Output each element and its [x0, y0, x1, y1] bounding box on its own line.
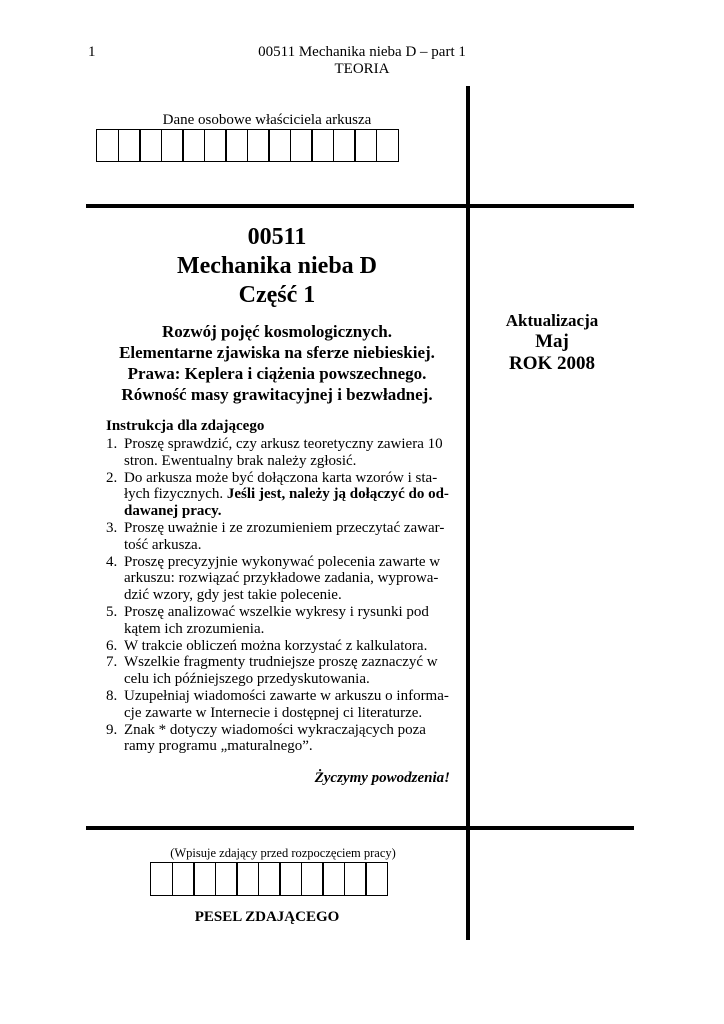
input-box[interactable]	[225, 129, 248, 162]
topic-line: Równość masy grawitacyjnej i bezwładnej.	[121, 385, 433, 404]
instruction-item	[106, 554, 451, 604]
input-box[interactable]	[150, 862, 173, 896]
input-box[interactable]	[376, 129, 399, 162]
input-box[interactable]	[139, 129, 162, 162]
update-month: Maj	[535, 331, 569, 352]
input-box[interactable]	[96, 129, 119, 162]
topic-line: Rozwój pojęć kosmologicznych.	[162, 322, 392, 341]
section-label: TEORIA	[334, 61, 390, 77]
instruction-line: łych fizycznych. Jeśli jest, należy ją dołączyć do od-	[124, 486, 449, 503]
instruction-number: 9.	[106, 721, 118, 738]
instruction-line: cje zawarte w Internecie i dostępnej ci literaturze.	[124, 704, 423, 721]
input-box[interactable]	[161, 129, 184, 162]
instruction-number: 1.	[106, 436, 118, 452]
page-title	[86, 223, 468, 310]
update-label: Aktualizacja	[505, 311, 599, 330]
instruction-line: Proszę analizować wszelkie wykresy i rysunki pod	[124, 603, 429, 620]
input-box[interactable]	[215, 862, 238, 896]
instruction-number: 7.	[106, 654, 118, 671]
input-box[interactable]	[268, 129, 291, 162]
instruction-emphasis: Jeśli jest, należy ją dołączyć do od-	[223, 486, 449, 503]
course-code: 00511	[247, 224, 307, 250]
input-box[interactable]	[301, 862, 324, 896]
instructions-list	[106, 436, 451, 755]
input-box[interactable]	[344, 862, 367, 896]
instruction-line: dzić wzory, gdy jest takie polecenie.	[124, 587, 342, 604]
instruction-line: Wszelkie fragmenty trudniejsze proszę zaznaczyć w	[124, 654, 438, 671]
pesel-note: (Wpisuje zdający przed rozpoczęciem pracy)	[170, 846, 396, 860]
input-box[interactable]	[333, 129, 356, 162]
pesel-label: PESEL ZDAJĄCEGO	[194, 909, 340, 925]
input-box[interactable]	[182, 129, 205, 162]
instruction-item	[106, 436, 451, 470]
instruction-line: stron. Ewentualny brak należy zgłosić.	[124, 452, 357, 469]
instruction-line: Uzupełniaj wiadomości zawarte w arkuszu o informa-	[124, 687, 449, 704]
owner-data-boxes[interactable]	[96, 129, 397, 162]
input-box[interactable]	[279, 862, 302, 896]
instruction-item	[106, 688, 451, 722]
instruction-line: Znak * dotyczy wiadomości wykraczających poza	[124, 721, 426, 738]
top-divider	[86, 204, 634, 208]
input-box[interactable]	[354, 129, 377, 162]
input-box[interactable]	[322, 862, 345, 896]
instruction-number: 2.	[106, 469, 118, 486]
instruction-number: 4.	[106, 553, 118, 570]
input-box[interactable]	[172, 862, 195, 896]
input-box[interactable]	[311, 129, 334, 162]
instruction-emphasis-line: dawanej pracy.	[124, 503, 222, 520]
instruction-number: 8.	[106, 687, 118, 704]
instruction-line: Do arkusza może być dołączona karta wzorów i sta-	[124, 469, 438, 486]
vertical-divider	[466, 86, 470, 940]
document-title: 00511 Mechanika nieba D – part 1	[258, 44, 466, 60]
instruction-line: celu ich późniejszego przedyskutowania.	[124, 671, 370, 688]
input-box[interactable]	[118, 129, 141, 162]
input-box[interactable]	[193, 862, 216, 896]
course-part: Część 1	[238, 282, 316, 308]
instruction-line: Proszę precyzyjnie wykonywać polecenia zawarte w	[124, 553, 441, 570]
instruction-line: Proszę sprawdzić, czy arkusz teoretyczny zawiera 10	[124, 436, 443, 452]
instruction-line: W trakcie obliczeń można korzystać z kalkulatora.	[124, 637, 428, 654]
update-block	[470, 311, 634, 375]
input-box[interactable]	[365, 862, 388, 896]
page-header	[0, 44, 724, 78]
topics-list	[86, 321, 468, 405]
topic-line: Prawa: Keplera i ciążenia powszechnego.	[127, 364, 427, 383]
input-box[interactable]	[236, 862, 259, 896]
instruction-item	[106, 470, 451, 520]
closing-wish: Życzymy powodzenia!	[314, 770, 450, 786]
course-name: Mechanika nieba D	[176, 253, 377, 279]
instruction-item	[106, 520, 451, 554]
page-number: 1	[88, 44, 96, 60]
instruction-line: ramy programu „maturalnego”.	[124, 738, 313, 755]
input-box[interactable]	[290, 129, 313, 162]
pesel-boxes[interactable]	[150, 862, 387, 896]
instructions-title: Instrukcja dla zdającego	[106, 418, 265, 434]
topic-line: Elementarne zjawiska na sferze niebieskiej.	[119, 343, 435, 362]
instruction-item	[106, 722, 451, 756]
instruction-item	[106, 638, 451, 655]
input-box[interactable]	[204, 129, 227, 162]
input-box[interactable]	[247, 129, 270, 162]
instruction-number: 3.	[106, 519, 118, 536]
instruction-number: 5.	[106, 603, 118, 620]
owner-data-label: Dane osobowe właściciela arkusza	[162, 112, 372, 128]
bottom-divider	[86, 826, 634, 830]
instruction-line: arkuszu: rozwiązać przykładowe zadania, wyprowa-	[124, 570, 439, 587]
instruction-item	[106, 654, 451, 688]
instruction-item	[106, 604, 451, 638]
update-year: ROK 2008	[508, 353, 596, 374]
input-box[interactable]	[258, 862, 281, 896]
instruction-number: 6.	[106, 637, 118, 654]
instruction-line: tość arkusza.	[124, 536, 202, 553]
instruction-line: kątem ich zrozumienia.	[124, 620, 265, 637]
instruction-line: Proszę uważnie i ze zrozumieniem przeczytać zawar-	[124, 519, 445, 536]
